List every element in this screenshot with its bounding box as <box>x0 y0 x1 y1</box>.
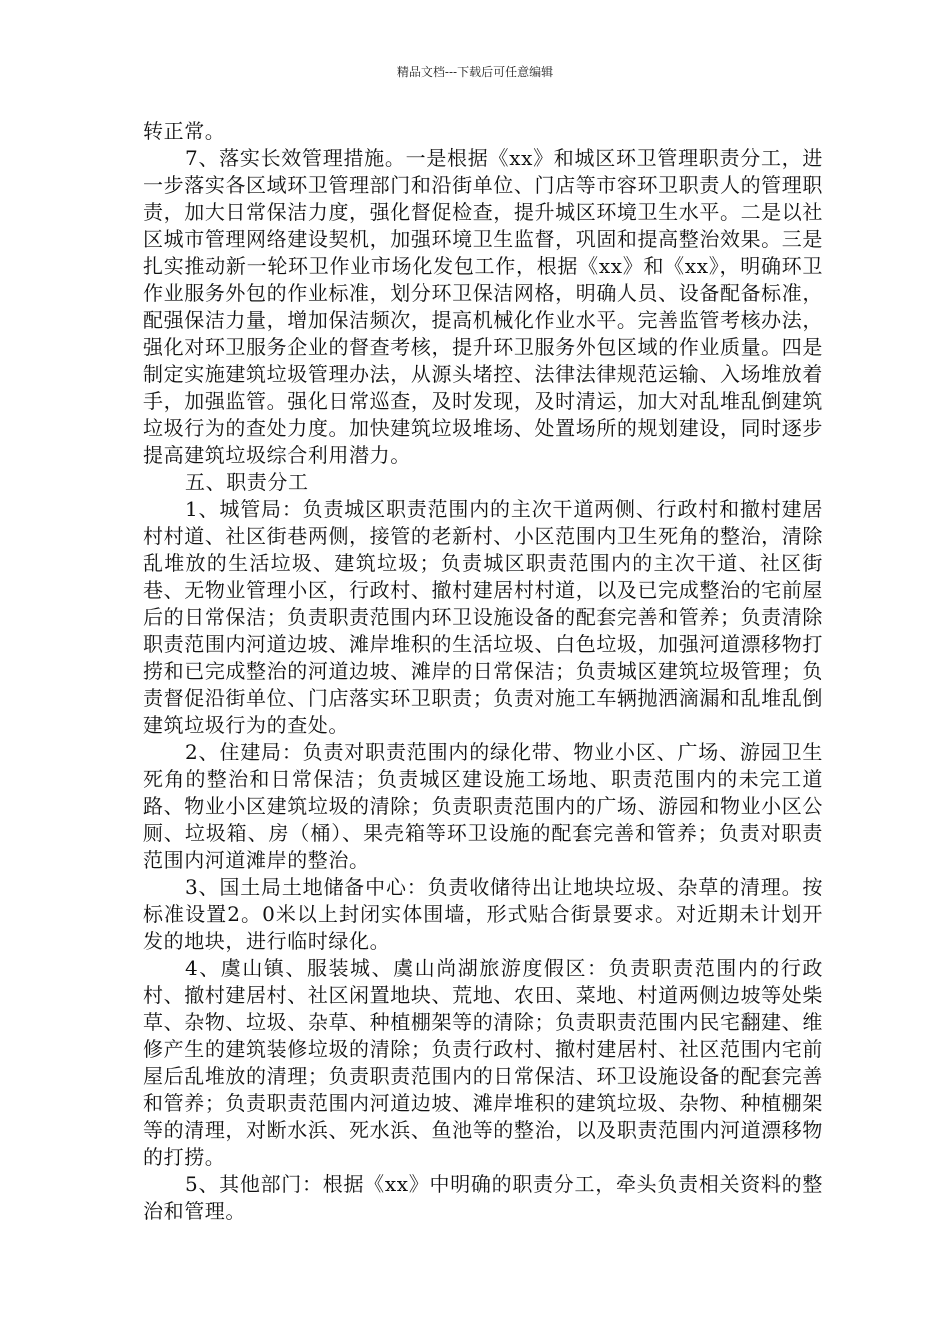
paragraph-duty-4: 4、虞山镇、服装城、虞山尚湖旅游度假区：负责职责范围内的行政村、撤村建居村、社区闲置地块、荒地、农田、菜地、村道两侧边坡等处柴草、杂物、垃圾、杂草、种植棚架等的清除；负责职责范围内民宅翻建、维修产生的建筑装修垃圾的清除；负责行政村、撤村建居村、社区范围内宅前屋后乱堆放的清理；负责职责范围内的日常保洁、环卫设施设备的配套完善和管养；负责职责范围内河道边坡、滩岸堆积的建筑垃圾、杂物、种植棚架等的清理，对断水浜、死水浜、鱼池等的整治，以及职责范围内河道漂移物的打捞。 <box>143 956 823 1169</box>
paragraph-duty-1: 1、城管局：负责城区职责范围内的主次干道两侧、行政村和撤村建居村村道、社区街巷两侧，接管的老新村、小区范围内卫生死角的整治，清除乱堆放的生活垃圾、建筑垃圾；负责城区职责范围内的主次干道、社区街巷、无物业管理小区，行政村、撤村建居村村道，以及已完成整治的宅前屋后的日常保洁；负责职责范围内环卫设施设备的配套完善和管养；负责清除职责范围内河道边坡、滩岸堆积的生活垃圾、白色垃圾，加强河道漂移物打捞和已完成整治的河道边坡、滩岸的日常保洁；负责城区建筑垃圾管理；负责督促沿街单位、门店落实环卫职责；负责对施工车辆抛洒滴漏和乱堆乱倒建筑垃圾行为的查处。 <box>143 497 823 737</box>
paragraph-measure-7: 7、落实长效管理措施。一是根据《xx》和城区环卫管理职责分工，进一步落实各区域环卫管理部门和沿街单位、门店等市容环卫职责人的管理职责，加大日常保洁力度，强化督促检查，提升城区环境卫生水平。二是以社区城市管理网络建设契机，加强环境卫生监督，巩固和提高整治效果。三是扎实推动新一轮环卫作业市场化发包工作，根据《xx》和《xx》，明确环卫作业服务外包的作业标准，划分环卫保洁网格，明确人员、设备配备标准，配强保洁力量，增加保洁频次，提高机械化作业水平。完善监管考核办法，强化对环卫服务企业的督查考核，提升环卫服务外包区域的作业质量。四是制定实施建筑垃圾管理办法，从源头堵控、法律法律规范运输、入场堆放着手，加强监管。强化日常巡查，及时发现，及时清运，加大对乱堆乱倒建筑垃圾行为的查处力度。加快建筑垃圾堆场、处置场所的规划建设，同时逐步提高建筑垃圾综合利用潜力。 <box>143 146 823 467</box>
paragraph-duty-5: 5、其他部门：根据《xx》中明确的职责分工，牵头负责相关资料的整治和管理。 <box>143 1172 823 1223</box>
page-header: 精品文档---下载后可任意编辑 <box>396 65 554 79</box>
paragraph-duty-2: 2、住建局：负责对职责范围内的绿化带、物业小区、广场、游园卫生死角的整治和日常保洁；负责城区建设施工场地、职责范围内的未完工道路、物业小区建筑垃圾的清除；负责职责范围内的广场、游园和物业小区公厕、垃圾箱、房（桶）、果壳箱等环卫设施的配套完善和管养；负责对职责范围内河道滩岸的整治。 <box>143 740 823 872</box>
paragraph-duty-3: 3、国土局土地储备中心：负责收储待出让地块垃圾、杂草的清理。按标准设置2。0米以上封闭实体围墙，形式贴合街景要求。对近期未计划开发的地块，进行临时绿化。 <box>143 875 823 953</box>
paragraph-continuation: 转正常。 <box>143 119 226 143</box>
document-body <box>143 118 823 1225</box>
section-heading-duties: 五、职责分工 <box>185 470 309 494</box>
